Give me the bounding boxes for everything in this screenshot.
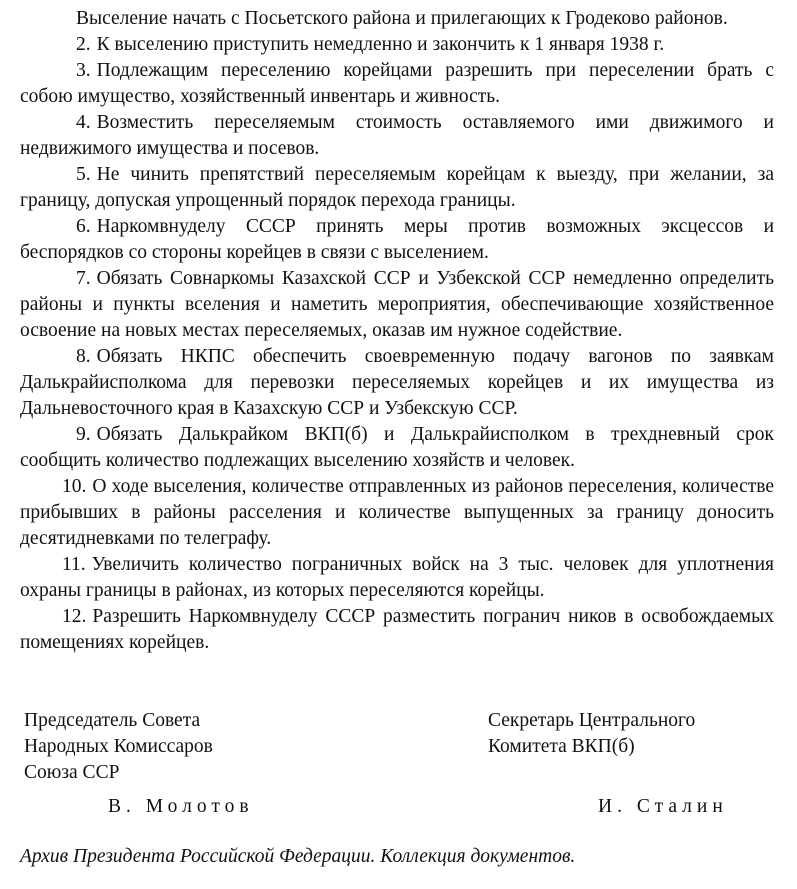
paragraph-text: Не чинить препятствий переселяемым корейцам к выезду, при желании, за границу, допуская упрощенный порядок перехода границы. [20,164,774,211]
paragraph-text: Обязать Далькрайком ВКП(б) и Далькрайисполком в трехдневный срок сообщить количество подлежащих выселению хозяйств и человек. [20,424,774,471]
signatory-title-line: Комитета ВКП(б) [488,736,635,757]
signatory-title-line: Председатель Совета [24,710,201,731]
paragraph-number: 11. [62,554,86,575]
paragraph-text: Подлежащим переселению корейцами разрешить при переселении брать с собою имущество, хозяйственный инвентарь и живность. [20,60,774,107]
archive-source-note: Архив Президента Российской Федерации. Коллекция документов. [20,846,576,867]
paragraph-text: Обязать Совнаркомы Казахской ССР и Узбекской ССР немедленно определить районы и пункты вселения и наметить мероприятия, обеспечивающие хозяйственное освоение на новых местах переселяемых, оказав им нужное содействие. [20,268,774,341]
paragraph-6 [20,214,774,266]
paragraph-2 [20,32,774,58]
paragraph-number: 6. [76,216,91,237]
paragraph-text: Разрешить Наркомвнуделу СССР разместить погранич ников в освобождаемых помещениях корейцев. [20,606,774,653]
paragraph-number: 5. [76,164,91,185]
signatory-right-title [488,708,695,760]
paragraph-text: О ходе выселения, количестве отправленных из районов переселения, количестве прибывших в районы расселения и количестве выпущенных за границу доносить десятидневками по телеграфу. [20,476,774,549]
paragraph-number: 10. [62,476,87,497]
paragraph-9 [20,422,774,474]
paragraph-1 [20,6,774,32]
paragraph-text: Возместить переселяемым стоимость оставляемого ими движимого и недвижимого имущества и посевов. [20,112,774,159]
paragraph-number: 2. [76,34,91,55]
paragraph-8 [20,344,774,422]
paragraph-number: 7. [76,268,91,289]
paragraph-text: Увеличить количество пограничных войск на 3 тыс. человек для уплотнения охраны границы в районах, из которых переселяются корейцы. [20,554,774,601]
paragraph-11 [20,552,774,604]
signatory-title-line: Секретарь Центрального [488,710,696,731]
paragraph-text: Выселение начать с Посьетского района и прилегающих к Гродеково районов. [76,8,728,29]
paragraph-4 [20,110,774,162]
signatory-name-molotov: В. Молотов [108,796,254,817]
paragraph-3 [20,58,774,110]
paragraph-text: К выселению приступить немедленно и закончить к 1 января 1938 г. [96,34,665,55]
paragraph-7 [20,266,774,344]
paragraph-10 [20,474,774,552]
paragraph-text: Обязать НКПС обеспечить своевременную подачу вагонов по заявкам Далькрайисполкома для перевозки переселяемых корейцев и их имущества из Дальневосточного края в Казахскую ССР и Узбекскую ССР. [20,346,774,419]
signature-block [24,708,774,838]
signatory-title-line: Союза ССР [24,762,120,783]
paragraph-number: 4. [76,112,91,133]
paragraph-12 [20,604,774,656]
signatory-title-line: Народных Комиссаров [24,736,213,757]
paragraph-number: 3. [76,60,91,81]
paragraph-5 [20,162,774,214]
signatory-name-stalin: И. Сталин [598,796,728,817]
paragraph-number: 8. [76,346,91,367]
document-body [20,6,774,656]
signatory-left-title [24,708,213,786]
paragraph-number: 9. [76,424,91,445]
paragraph-number: 12. [62,606,87,627]
paragraph-text: Наркомвнуделу СССР принять меры против возможных эксцессов и беспорядков со стороны корейцев в связи с выселением. [20,216,774,263]
